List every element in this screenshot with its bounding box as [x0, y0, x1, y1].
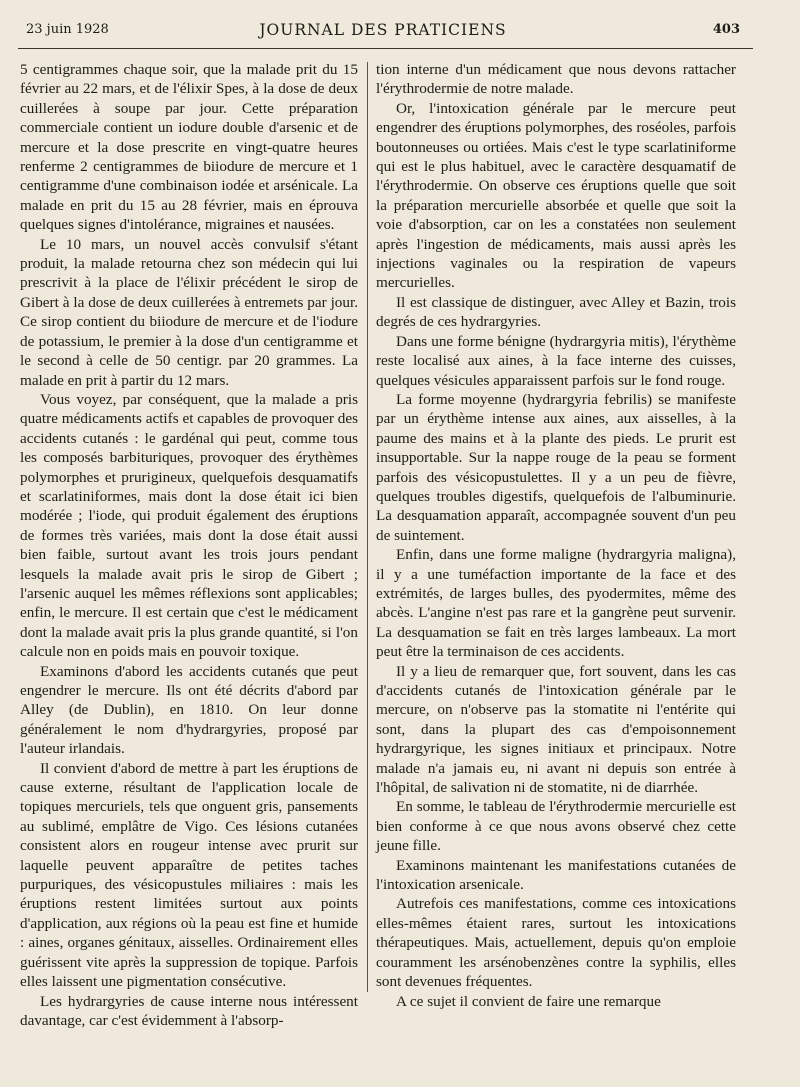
journal-title: JOURNAL DES PRATICIENS [259, 21, 507, 39]
right-column [376, 60, 736, 1011]
paragraph: Le 10 mars, un nouvel accès convulsif s'étant produit, la malade retourna chez son médecin qui lui prescrivit à la place de l'élixir précédent le sirop de Gibert à la dose de deux cuillerées à entremets par jour. Ce sirop contient du biiodure de mercure et de l'iodure de potassium, le premier à la dose d'un centigramme et le second à celle de 50 centigr. par 20 grammes. La malade en prit à partir du 12 mars. [20, 235, 358, 389]
paragraph: A ce sujet il convient de faire une remarque [396, 992, 661, 1010]
paragraph: Or, l'intoxication générale par le mercure peut engendrer des éruptions polymorphes, des roséoles, parfois boutonneuses ou ortiées. Mais c'est le type scarlatiniforme qui est le plus habituel, avec le caractère desquamatif de l'érythrodermie. On observe ces éruptions quelle que soit la préparation mercurielle absorbée et quelle que soit la voie d'absorption, car on les a constatées non seulement après l'ingestion de médicaments, mais aussi après les injections vaginales ou la respiration de vapeurs mercurielles. [376, 99, 736, 292]
paragraph: Dans une forme bénigne (hydrargyria mitis), l'érythème reste localisé aux aines, à la face interne des cuisses, quelques vésicules apparaissent parfois sur le fond rouge. [376, 332, 736, 389]
paragraph: Il est classique de distinguer, avec Alley et Bazin, trois degrés de ces hydrargyries. [376, 293, 736, 331]
paragraph: Il y a lieu de remarquer que, fort souvent, dans les cas d'accidents cutanés de l'intoxication générale par le mercure, on n'observe pas la stomatite ni l'entérite qui sont, dans la plupart des cas d'empoisonnement hydrargyrique, les signes initiaux et principaux. Notre malade n'a jamais eu, ni avant ni depuis son entrée à l'hôpital, de salivation ni de stomatite, ni de diarrhée. [376, 662, 736, 797]
paragraph: Examinons maintenant les manifestations cutanées de l'intoxication arsenicale. [376, 856, 736, 894]
page-header [26, 22, 740, 44]
paragraph: Enfin, dans une forme maligne (hydrargyria maligna), il y a une tuméfaction importante de la face et des extrémités, de larges bulles, des pyodermites, même des abcès. L'angine n'est pas rare et la gangrène peut survenir. La desquamation se fait en très larges lambeaux. La mort peut être la terminaison de ces accidents. [376, 546, 736, 661]
paragraph: Autrefois ces manifestations, comme ces intoxications elles-mêmes étaient rares, surtout les intoxications thérapeutiques. Mais, actuellement, depuis qu'on emploie couramment les arsénobenzènes contre la syphilis, elles sont devenues fréquentes. [376, 895, 736, 991]
header-rule [18, 48, 753, 49]
header-date: 23 juin 1928 [26, 22, 109, 37]
paragraph: 5 centigrammes chaque soir, que la malade prit du 15 février au 22 mars, et de l'élixir Spes, à la dose de deux cuillerées à soupe par jour. Cette préparation commerciale contient un iodure double d'arsenic et de mercure et la dose prescrite en vingt-quatre heures renferme 2 centigrammes de biiodure de mercure et 1 centigramme d'une combinaison iodée et arsénicale. La malade en prit du 15 au 28 février, mais en éprouva quelques signes d'intolérance, migraines et nausées. [20, 61, 358, 234]
column-divider [367, 62, 368, 992]
paragraph: En somme, le tableau de l'érythrodermie mercurielle est bien conforme à ce que nous avons observé chez cette jeune fille. [376, 798, 736, 855]
paragraph: tion interne d'un médicament que nous devons rattacher l'érythrodermie de notre malade. [376, 61, 736, 98]
paragraph: La forme moyenne (hydrargyria febrilis) se manifeste par un érythème intense aux aines, aux aisselles, à la paume des mains et à la plante des pieds. Le prurit est insupportable. Sur la nappe rouge de la peau se forment parfois des vésicopustulettes. Il y a un peu de fièvre, quelques troubles digestifs, quelquefois de l'albuminurie. La desquamation apparaît, accompagnée souvent d'un peu de suintement. [376, 390, 736, 544]
left-column [20, 60, 358, 1030]
paragraph: Les hydrargyries de cause interne nous intéressent davantage, car c'est évidemment à l'absorp- [20, 992, 358, 1029]
paragraph: Examinons d'abord les accidents cutanés que peut engendrer le mercure. Ils ont été décrits d'abord par Alley (de Dublin), en 1810. On leur donne généralement le nom d'hydrargyries, proposé par l'auteur irlandais. [20, 662, 358, 758]
paragraph: Vous voyez, par conséquent, que la malade a pris quatre médicaments actifs et capables de provoquer des accidents cutanés : le gardénal qui peut, comme tous les composés barbituriques, provoquer des érythèmes polymorphes et prurigineux, quelquefois desquamatifs et scarlatiniformes, mais dont la dose était ici bien modérée ; l'iode, qui produit également des éruptions de formes très variées, mais dont la dose était aussi bien faible, surtout avant les trois jours pendant lesquels la malade avait pris le sirop de Gibert ; l'arsenic auquel les mêmes réflexions sont applicables; enfin, le mercure. Il est certain que c'est le médicament dont la malade avait pris la plus grande quantité, si l'on calcule non en poids mais en pouvoir toxique. [20, 390, 358, 661]
paragraph: Il convient d'abord de mettre à part les éruptions de cause externe, résultant de l'application locale de topiques mercuriels, tels que onguent gris, pansements au sublimé, emplâtre de Vigo. Ces lésions cutanées consistent alors en rougeur intense avec prurit sur laquelle peuvent apparaître de petites taches purpuriques, des vésicopustules miliaires : mais les éruptions restent limitées surtout aux points d'application, aux régions où la peau est fine et humide : aines, organes génitaux, aisselles. Ordinairement elles guérissent vite après la suppression de topique. Parfois elles laissent une pigmentation consécutive. [20, 759, 358, 991]
page-number: 403 [712, 22, 740, 37]
